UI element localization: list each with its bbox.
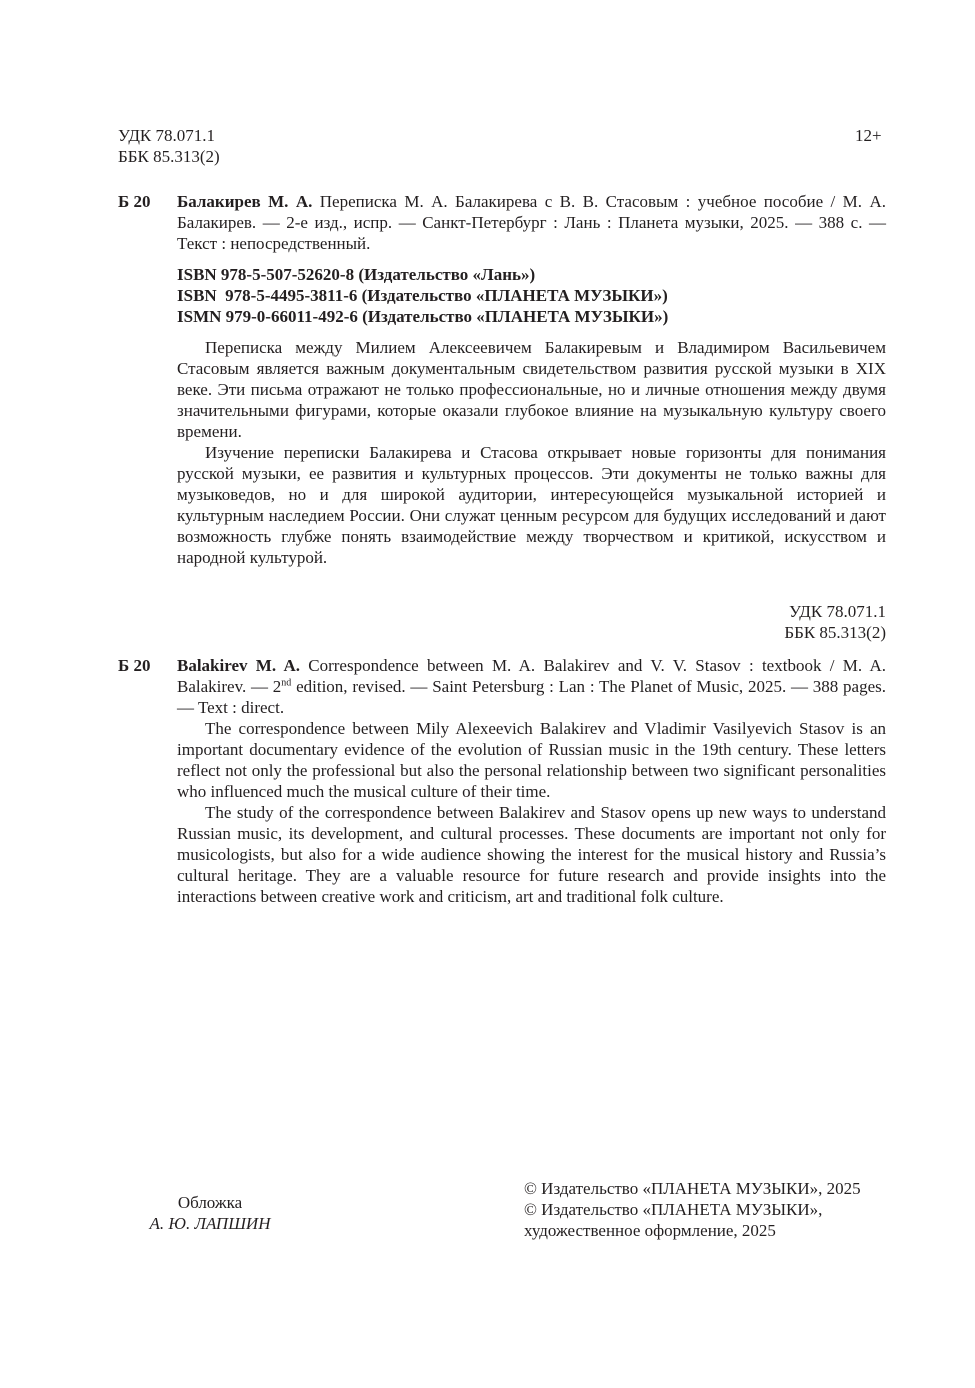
- author-mark: Б 20: [118, 656, 151, 675]
- annotation-paragraph: The correspondence between Mily Alexeevich Balakirev and Vladimir Vasilyevich Stasov is an important documentary evidence of the evolution of Russian music in the 19th century. These letters reflect not only the professional but also the personal relationship between two significant personalities who influenced much the musical culture of their time.: [177, 719, 886, 801]
- edition-superscript: nd: [281, 677, 292, 689]
- author-mark: Б 20: [118, 192, 151, 211]
- isbn-list: [177, 264, 886, 327]
- isbn-line: ISBN 978-5-507-52620-8 (Издательство «Лань»): [177, 265, 536, 284]
- annotation-paragraph: Изучение переписки Балакирева и Стасова открывает новые горизонты для понимания русской музыки, ее развития и культурных процессов. Эти документы не только важны для музыковедов, но и для широкой аудитории, интересующейся музыкальной историей и культурным наследием России. Они служат ценным ресурсом для будущих исследований и дают возможность глубже понять взаимодействие между творчеством и критикой, искусством и народной культурой.: [177, 443, 886, 567]
- copyright-block: [524, 1178, 894, 1241]
- classification-block: [118, 125, 220, 167]
- bbk-code: ББК 85.313(2): [118, 147, 220, 166]
- bibliographic-description: [177, 655, 886, 718]
- russian-bibliographic-entry: [118, 191, 886, 568]
- cover-artist: А. Ю. ЛАПШИН: [149, 1214, 271, 1233]
- udk-code: УДК 78.071.1: [118, 126, 216, 145]
- age-rating: 12+: [855, 126, 882, 145]
- description-text: Переписка М. А. Балакирева с В. В. Стасовым : учебное пособие / М. А. Балакирев. — 2-е изд., испр. — Санкт-Петербург : Лань : Планета музыки, 2025. — 388 с. — Текст : непосредственный.: [177, 192, 886, 253]
- description-text: Correspondence between M. A. Balakirev and V. V. Stasov : textbook / M. A. Balakirev. — 2: [177, 656, 886, 696]
- description-text-continued: edition, revised. — Saint Petersburg : Lan : The Planet of Music, 2025. — 388 pages. — Text : direct.: [177, 677, 887, 717]
- annotation-paragraph: Переписка между Милием Алексеевичем Балакиревым и Владимиром Васильевичем Стасовым является важным документальным свидетельством развития русской музыки в XIX веке. Эти письма отражают не только профессиональные, но и личные отношения между двумя значительными фигурами, которые оказали глубокое влияние на музыкальную культуру своего времени.: [177, 338, 886, 441]
- author-name: Balakirev M. A.: [177, 656, 300, 675]
- bbk-code: ББК 85.313(2): [784, 623, 886, 642]
- right-classification-block: [784, 601, 886, 643]
- cover-label: Обложка: [177, 1193, 243, 1212]
- english-bibliographic-entry: [118, 655, 886, 907]
- cover-credit: [136, 1192, 284, 1234]
- udk-code: УДК 78.071.1: [788, 602, 886, 621]
- copyright-line: © Издательство «ПЛАНЕТА МУЗЫКИ», 2025: [524, 1179, 861, 1198]
- annotation-paragraph: The study of the correspondence between Balakirev and Stasov opens up new ways to understand Russian music, its development, and cultural processes. These documents are important not only for musicologists, but also for a wide audience showing the interest for the musical history and Russia’s cultural heritage. They are a valuable resource for future research and provide insights into the interactions between creative work and criticism, art and traditional folk culture.: [177, 803, 886, 906]
- copyright-line: © Издательство «ПЛАНЕТА МУЗЫКИ»,: [524, 1200, 823, 1219]
- annotation: [177, 337, 886, 568]
- ismn-line: ISMN 979-0-66011-492-6 (Издательство «ПЛАНЕТА МУЗЫКИ»): [177, 307, 669, 326]
- isbn-line: ISBN 978-5-4495-3811-6 (Издательство «ПЛАНЕТА МУЗЫКИ»): [177, 286, 668, 305]
- bibliographic-description: [177, 191, 886, 254]
- author-name: Балакирев М. А.: [177, 192, 313, 211]
- copyright-line: художественное оформление, 2025: [524, 1221, 776, 1240]
